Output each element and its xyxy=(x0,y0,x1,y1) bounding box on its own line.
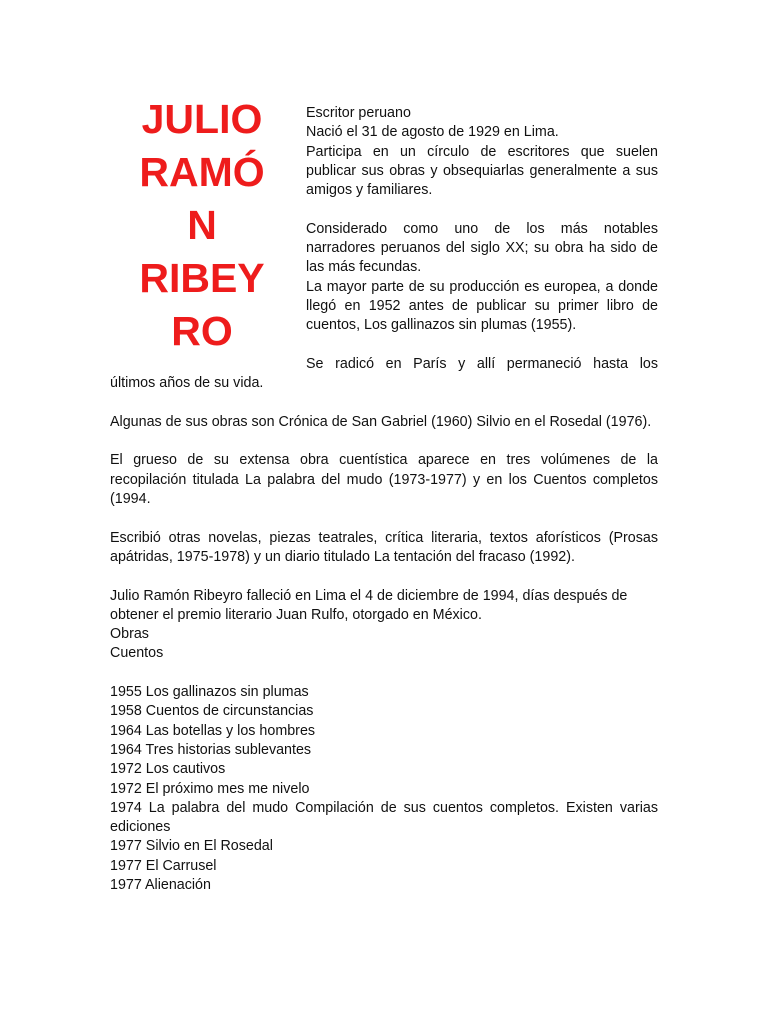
list-item: 1972 Los cautivos xyxy=(110,761,226,778)
paragraph-fallecio: Julio Ramón Ribeyro falleció en Lima el 4 de diciembre de 1994, días después de obtener el premio literario Juan Rulfo, otorgado en México. xyxy=(110,587,628,623)
list-item: 1977 Alienación xyxy=(110,877,211,894)
intro-column xyxy=(306,104,658,336)
document-title xyxy=(118,93,286,358)
heading-obras: Obras xyxy=(110,626,149,643)
intro-paragraph: Participa en un círculo de escritores que suelen publicar sus obras y obsequiarlas generalmente a sus amigos y familiares. xyxy=(306,143,658,199)
intro-line: Nació el 31 de agosto de 1929 en Lima. xyxy=(306,124,559,141)
title-line: N xyxy=(187,202,217,248)
paragraph-escribio: Escribió otras novelas, piezas teatrales, crítica literaria, textos aforísticos (Prosas apátridas, 1975-1978) y un diario titulado La tentación del fracaso (1992). xyxy=(110,529,658,565)
title-line: RIBEY xyxy=(139,255,265,301)
title-line: RAMÓ xyxy=(139,149,265,195)
list-item: 1955 Los gallinazos sin plumas xyxy=(110,684,309,701)
cuentos-list xyxy=(110,683,658,895)
paragraph-grueso: El grueso de su extensa obra cuentística aparece en tres volúmenes de la recopilación titulada La palabra del mudo (1973-1977) y en los Cuentos completos (1994. xyxy=(110,452,658,508)
paris-paragraph-first: Se radicó en París y allí permaneció hasta los xyxy=(306,356,658,372)
list-item: 1964 Tres historias sublevantes xyxy=(110,741,312,758)
list-item: 1977 El Carrusel xyxy=(110,857,217,874)
paragraph-obras: Algunas de sus obras son Crónica de San Gabriel (1960) Silvio en el Rosedal (1976). xyxy=(110,413,652,430)
intro-paragraph: Considerado como uno de los más notables narradores peruanos del siglo XX; su obra ha sido de las más fecundas. xyxy=(306,220,658,276)
title-line: RO xyxy=(171,308,233,354)
main-text xyxy=(110,355,658,895)
paris-paragraph-rest: últimos años de su vida. xyxy=(110,375,264,392)
list-item: 1964 Las botellas y los hombres xyxy=(110,722,316,739)
intro-paragraph: La mayor parte de su producción es europea, a donde llegó en 1952 antes de publicar su primer libro de cuentos, Los gallinazos sin plumas (1955). xyxy=(306,278,658,334)
list-item: 1972 El próximo mes me nivelo xyxy=(110,780,310,797)
intro-line: Escritor peruano xyxy=(306,105,411,121)
heading-cuentos: Cuentos xyxy=(110,645,164,662)
title-line: JULIO xyxy=(141,96,263,142)
list-item: 1974 La palabra del mudo Compilación de sus cuentos completos. Existen varias ediciones xyxy=(110,799,658,836)
list-item: 1977 Silvio en El Rosedal xyxy=(110,838,273,855)
list-item: 1958 Cuentos de circunstancias xyxy=(110,703,314,720)
